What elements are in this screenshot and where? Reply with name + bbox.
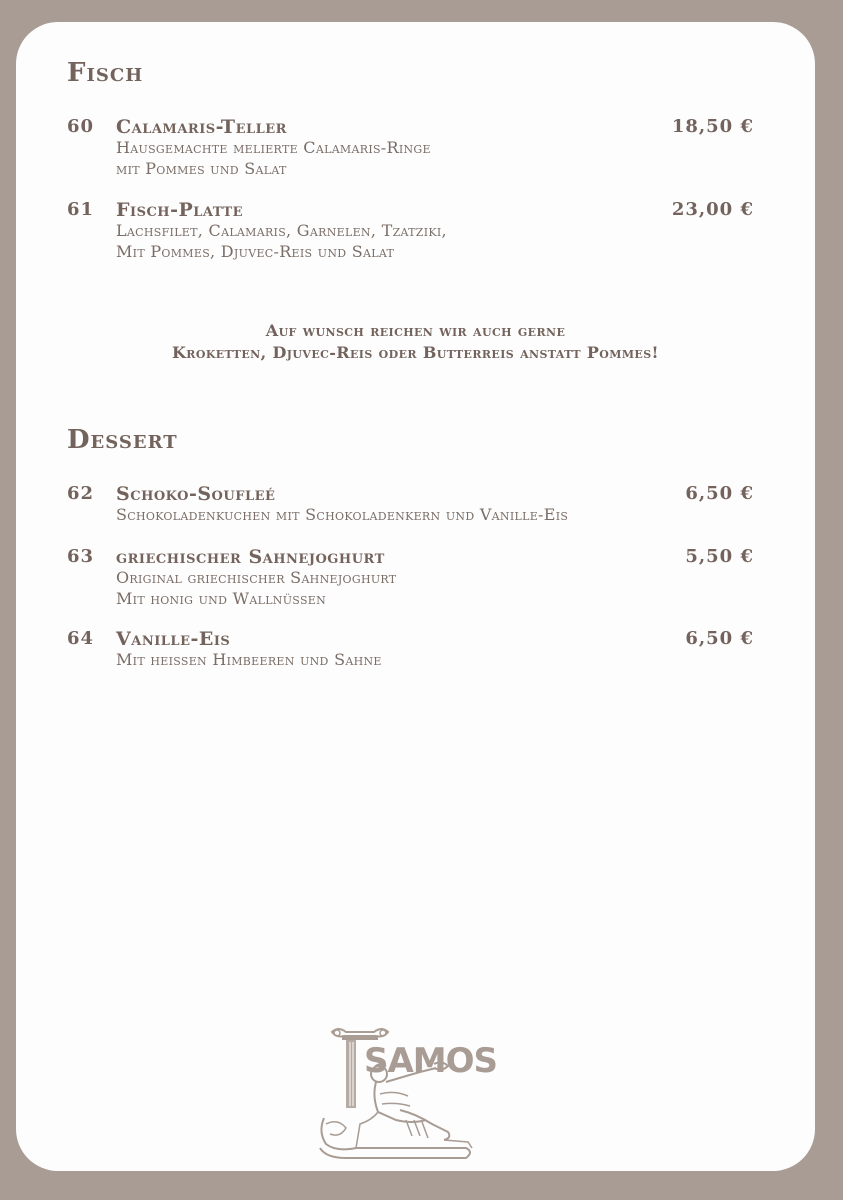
side-dish-note	[16, 320, 815, 364]
item-price: 6,50 €	[685, 483, 754, 504]
greek-column-figure-icon	[316, 1024, 516, 1166]
item-number: 61	[67, 199, 95, 220]
item-description-line: Original griechischer Sahnejoghurt	[116, 568, 397, 587]
samos-logo	[316, 1024, 516, 1166]
item-number: 63	[67, 546, 95, 567]
item-description-line: Mit honig und Wallnüssen	[116, 589, 327, 608]
item-description	[116, 504, 568, 525]
note-line: Kroketten, Djuvec-Reis oder Butterreis anstatt Pommes!	[171, 343, 659, 362]
item-description-line: Mit Pommes, Djuvec-Reis und Salat	[116, 242, 395, 261]
item-number: 60	[67, 116, 95, 137]
item-name: Vanille-Eis	[116, 628, 231, 650]
section-title-dessert: Dessert	[67, 425, 178, 455]
item-description	[116, 567, 396, 609]
item-name: Schoko-Soufleé	[116, 483, 276, 505]
item-description-line: mit Pommes und Salat	[116, 159, 287, 178]
logo-wordmark: SAMOS	[364, 1041, 498, 1081]
item-description	[116, 137, 431, 179]
item-price: 5,50 €	[685, 546, 754, 567]
item-name: Fisch-Platte	[116, 199, 244, 221]
menu-card	[16, 22, 815, 1171]
note-line: Auf wunsch reichen wir auch gerne	[265, 321, 566, 340]
item-description-line: Hausgemachte melierte Calamaris-Ringe	[116, 138, 431, 157]
item-description-line: Mit heissen Himbeeren und Sahne	[116, 650, 382, 669]
item-name: Calamaris-Teller	[116, 116, 287, 138]
item-description	[116, 649, 382, 670]
item-number: 64	[67, 628, 95, 649]
item-description-line: Lachsfilet, Calamaris, Garnelen, Tzatziki,	[116, 221, 447, 240]
item-number: 62	[67, 483, 95, 504]
item-description-line: Schokoladenkuchen mit Schokoladenkern und Vanille-Eis	[116, 505, 569, 524]
item-name: griechischer Sahnejoghurt	[116, 546, 385, 568]
item-price: 18,50 €	[671, 116, 754, 137]
section-title-fisch: Fisch	[67, 58, 144, 88]
item-price: 23,00 €	[671, 199, 754, 220]
item-description	[116, 220, 447, 262]
item-price: 6,50 €	[685, 628, 754, 649]
